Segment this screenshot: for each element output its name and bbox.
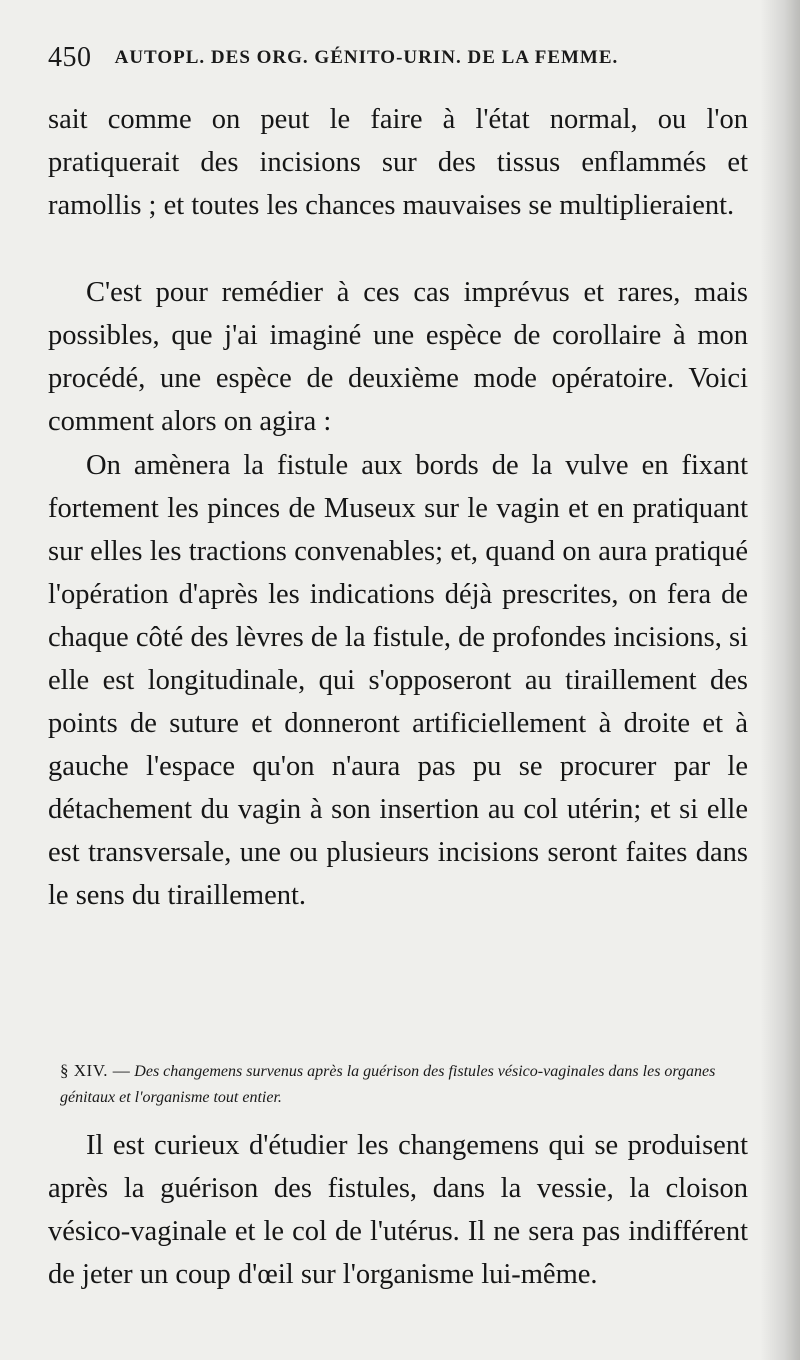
running-title: AUTOPL. DES ORG. GÉNITO-URIN. DE LA FEMME. xyxy=(114,47,619,68)
paragraph-1: sait comme on peut le faire à l'état normal, ou l'on pratiquerait des incisions sur des tissus enflammés et ramollis ; et toutes les chances mauvaises se multiplieraient. xyxy=(48,104,748,221)
section-number: § XIV. — xyxy=(60,1061,131,1080)
paragraph-4: Il est curieux d'étudier les changemens qui se produisent après la guérison des fistules, dans la vessie, la cloison vésico-vaginale et le col de l'utérus. Il ne sera pas indifférent de jeter un coup d'œil sur l'organisme lui-même. xyxy=(48,1130,748,1290)
paragraph-3: On amènera la fistule aux bords de la vulve en fixant fortement les pinces de Museux sur le vagin et en pratiquant sur elles les tractions convenables; et, quand on aura pratiqué l'opération d'après les indications déjà prescrites, on fera de chaque côté des lèvres de la fistule, de profondes incisions, si elle est longitudinale, qui s'opposeront au tiraillement des points de suture et donneront artificiellement à droite et à gauche l'espace qu'on n'aura pas pu se procurer par le détachement du vagin à son insertion au col utérin; et si elle est transversale, une ou plusieurs incisions seront faites dans le sens du tiraillement. xyxy=(48,450,748,911)
section-heading xyxy=(60,1058,750,1111)
paragraph-2: C'est pour remédier à ces cas imprévus et rares, mais possibles, que j'ai imaginé une espèce de corollaire à mon procédé, une espèce de deuxième mode opératoire. Voici comment alors on agira : xyxy=(48,277,748,437)
section-title: Des changemens survenus après la guérison des fistules vésico-vaginales dans les organes génitaux et l'organisme tout entier. xyxy=(60,1063,716,1106)
page-header xyxy=(48,42,768,76)
page-number: 450 xyxy=(48,42,92,73)
page-edge-shadow xyxy=(760,0,800,1360)
